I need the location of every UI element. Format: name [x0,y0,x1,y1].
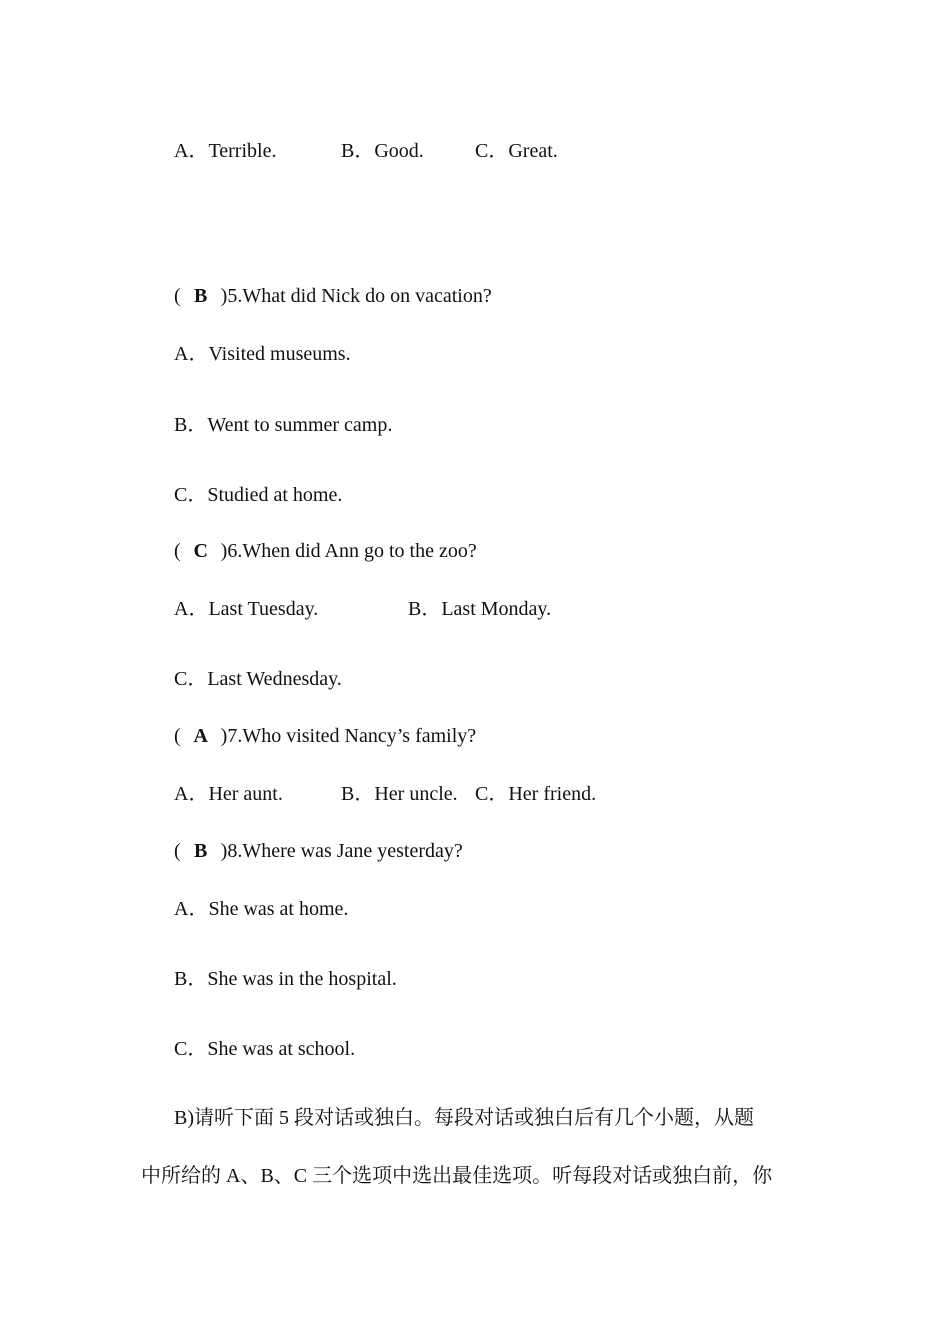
q8-open-paren: ( [174,840,181,862]
q6-option-a: A．Last Tuesday. [174,598,319,620]
q7-open-paren: ( [174,725,181,747]
q4-option-a: A．Terrible. [174,140,277,162]
section-b-instructions-line-2: 中所给的 A、B、C 三个选项中选出最佳选项。听每段对话或独白前，你 [141,1165,773,1187]
q5-stem [174,284,492,308]
q5-open-paren: ( [174,285,181,307]
q8-option-a: A．She was at home. [174,898,349,920]
q6-option-c: C．Last Wednesday. [174,668,342,690]
q7-answer: A [193,725,208,747]
q7-option-a: A．Her aunt. [174,783,283,805]
q5-option-b: B．Went to summer camp. [174,414,393,436]
q6-stem [174,539,477,563]
q8-option-c: C．She was at school. [174,1038,356,1060]
q8-option-b: B．She was in the hospital. [174,968,397,990]
q6-answer: C [193,540,208,562]
q5-question: )5.What did Nick do on vacation? [220,285,492,307]
q6-option-b: B．Last Monday. [408,598,552,620]
q8-stem [174,839,463,863]
q8-question: )8.Where was Jane yesterday? [220,840,463,862]
q6-question: )6.When did Ann go to the zoo? [220,540,477,562]
q7-option-c: C．Her friend. [475,783,597,805]
q7-stem [174,724,476,748]
q5-answer: B [194,285,208,307]
q4-option-b: B．Good. [341,140,424,162]
q7-question: )7.Who visited Nancy’s family? [220,725,477,747]
q7-option-b: B．Her uncle. [341,783,458,805]
q4-option-c: C．Great. [475,140,558,162]
q6-open-paren: ( [174,540,181,562]
section-b-instructions-line-1: B)请听下面 5 段对话或独白。每段对话或独白后有几个小题，从题 [174,1107,754,1129]
q5-option-c: C．Studied at home. [174,484,343,506]
q5-option-a: A．Visited museums. [174,343,351,365]
q8-answer: B [194,840,208,862]
